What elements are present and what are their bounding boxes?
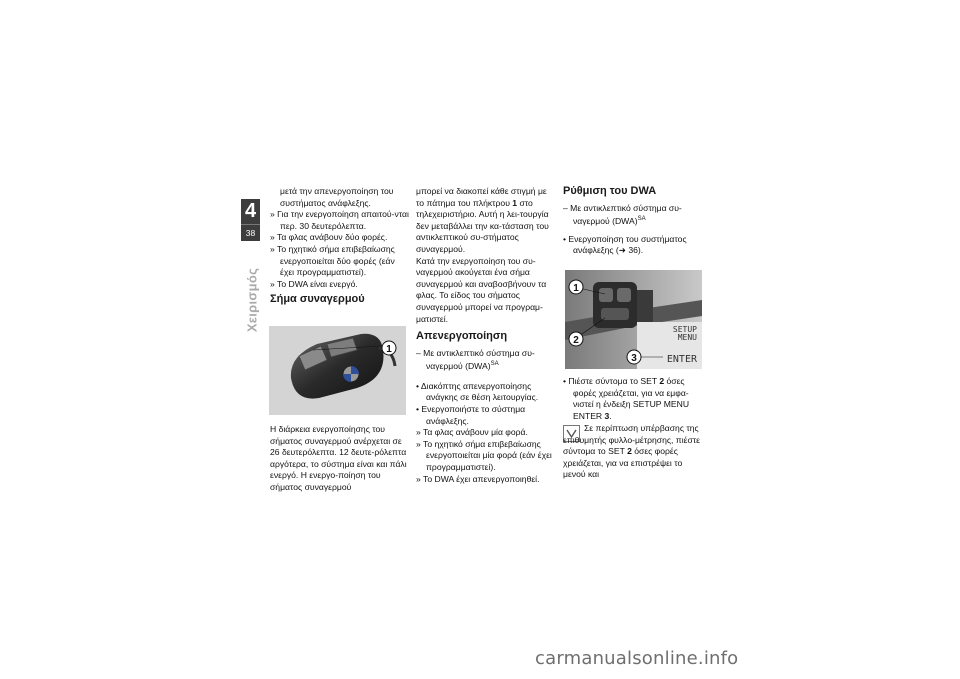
result-item: » Το ηχητικό σήμα επιβεβαίωσης ενεργοποιείται δύο φορές (εάν έχει προγραμματιστεί). (270, 243, 395, 278)
column-1-lower (270, 424, 410, 494)
condition-item: – Με αντικλεπτικό σύστημα συ-ναγερμού (DWA)$^{SA}$ (563, 202, 682, 227)
tip-text: Σε περίπτωση υπέρβασης της επιθυμητής φυλλο-μέτρησης, πιέστε σύντομα το SET 2 όσες φορές χρειάζεται, για να επιστρέψει το μενού και (563, 423, 701, 480)
chapter-number: 4 (241, 199, 260, 224)
chapter-title: Χειρισμός (244, 267, 260, 333)
alarm-description: Κατά την ενεργοποίηση του συ-ναγερμού ακούγεται ένα σήμα συναγερμού και αναβοσβήνουν τα φλας. Το είδος του σήματος συναγερμού μπορεί να προγραμ-ματιστεί. (416, 255, 547, 324)
step-item: • Διακόπτης απενεργοποίησης ανάγκης σε θέση λειτουργίας. (416, 380, 539, 403)
column-3 (563, 186, 703, 257)
figure-callout-3: 3 (631, 353, 637, 364)
step-item: • Πιέστε σύντομα το SET 2 όσες φορές χρειάζεται, για να εμφα-νιστεί η ένδειξη SETUP MENU ENTER 3. (563, 376, 690, 421)
intro-text: μετά την απενεργοποίηση του συστήματος ανάφλεξης. (280, 186, 394, 208)
screen-menu: MENU (677, 333, 697, 342)
result-item: » Τα φλας ανάβουν δύο φορές. (270, 232, 388, 243)
figure-callout-2: 2 (573, 335, 579, 346)
handlebar-display-figure (565, 270, 702, 369)
result-item: » Το ηχητικό σήμα επιβεβαίωσης ενεργοποιείται μία φορά (εάν έχει προγραμματιστεί). (416, 438, 552, 472)
key-fob-figure (269, 326, 406, 415)
result-item: » Το DWA έχει απενεργοποιηθεί. (416, 473, 540, 484)
interrupt-text: μπορεί να διακοπεί κάθε στιγμή με το πάτημα του πλήκτρου 1 στο τηλεχειριστήριο. Αυτή η λει-τουργία δεν μεταβάλλει την κα-τάσταση του αντικλεπτικού συ-στήματος συναγερμού. (416, 186, 549, 254)
result-item: » Για την ενεργοποίηση απαιτού-νται περ. 30 δευτερόλεπτα. (270, 209, 409, 231)
result-item: » Το DWA είναι ενεργό. (270, 278, 358, 289)
column-3-lower (563, 376, 703, 422)
step-item: • Ενεργοποίηση του συστήματος ανάφλεξης (➜ 36). (563, 233, 687, 256)
handlebar-illustration (565, 270, 702, 369)
section-heading-alarm: Σήμα συναγερμού (270, 293, 365, 306)
watermark: carmanualsonline.info (535, 648, 739, 669)
screen-enter: ENTER (666, 354, 697, 365)
figure-callout-1: 1 (386, 344, 392, 355)
result-item: » Τα φλας ανάβουν μία φορά. (416, 427, 528, 438)
condition-item: – Με αντικλεπτικό σύστημα συ-ναγερμού (DWA)$^{SA}$ (416, 347, 535, 372)
tip-block (563, 423, 703, 481)
section-heading-deactivate: Απενεργοποίηση (416, 330, 508, 343)
column-1 (270, 186, 410, 311)
alarm-duration-text: Η διάρκεια ενεργοποίησης του σήματος συναγερμού ανέρχεται σε 26 δευτερόλεπτα. 12 δευτε-ρόλεπτα αργότερα, το σύστημα είναι και πάλι ενεργό. Η ενεργο-ποίηση του σήματος συναγερμού (270, 424, 407, 492)
figure-callout-1: 1 (573, 283, 579, 294)
step-item: • Ενεργοποιήστε το σύστημα ανάφλεξης. (416, 403, 526, 426)
screen-setup: SETUP (672, 325, 697, 334)
section-heading-setup: Ρύθμιση του DWA (563, 185, 657, 197)
page-number: 38 (241, 224, 260, 241)
key-fob-illustration (269, 326, 406, 415)
column-2 (416, 186, 556, 485)
